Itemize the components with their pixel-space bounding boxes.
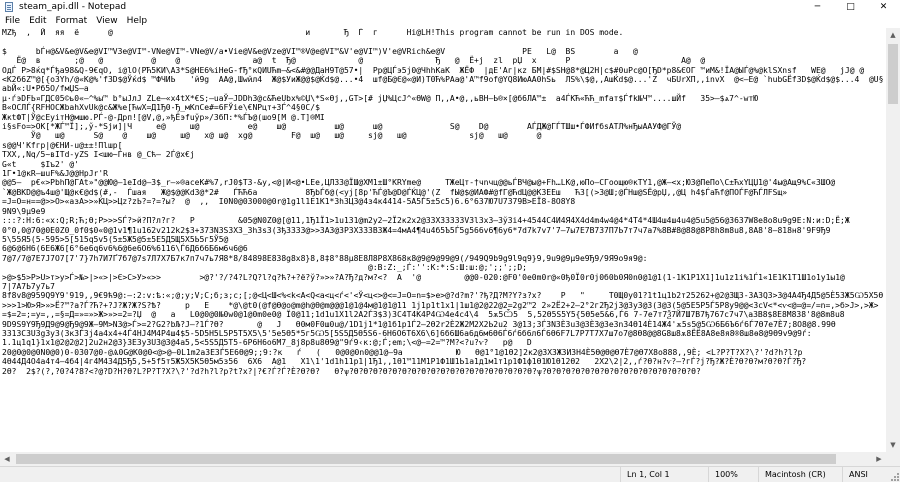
- text-line: В«ОСЛЃ{RFHОСЖbаhXvUk@с&Ж%e[ЋwX=Д1Ђ0-Ђ_мКпСе#=6FЎіе\€NPцт+3Ѓ^4§0С/$: [2, 103, 320, 113]
- title-bar: [0, 0, 900, 14]
- horizontal-scroll-thumb[interactable]: [16, 454, 836, 464]
- text-line: Ў@ ш@ Ѕ@ @ ш@ ш@ x@ ш@ xg@ F@ ш@ ш@ sj@ ш@ sj@ ш@ @: [2, 131, 542, 141]
- text-line: MZђ ‚ Й яя ё @ и Ђ Ѓ г Hi@LH!This program cannot be run in DOS mode.: [2, 28, 624, 37]
- text-line: =$=2=;=у=,,=§=Д=»=»>Ж>»>=2=?Џ @ а L0@0@0№0w0@1@0m0e0@ Ї0@11;1d1u1Х1l2A2Ѓ3$3)3С4Т4К4Р4Ѡ4е4с4\4 5ѫ5Ѽ5 5,52Ѳ5Ѕ5Y5{5Ѳ5е5&6,Ѓ6 7-7е7т7Ѯ7Й7Ш7В7ђ767с7ч7\аЗВ8$8Е8М8З8'8@8m8u8: [2, 310, 845, 320]
- text-line: @:B:Z:_;Ѓ:'':К:*:S:Ш:ш:@;';;';;D;: [2, 263, 527, 273]
- text-line: `Ж@ВКD@@ъ4ш@'Щ@к€@d$(#,- Ѓшая Ж@$@@КdЗ@*2# ЃЋЋ6a 8ЂbЃб@(<уј[8р'ЋЃ@Ъ@D@ЃЌЦ@'(Z fЫ@$@ИАФ#@fГ@ЋdЦ@@К3ЕЕш Ћ3[(>З@Ш;@ЃНш@SЁ@рЏ,,@Ц h4$ЃаЋf@ПОЃF@ЋЃЛFЅщ»: [2, 187, 788, 197]
- text-line: 6@6@6Н6(6Е6Ж6[6°6е6q6v6%6@6е6О6%6116\Ѓ6Д6б6Б6м6ч6@6: [2, 244, 248, 254]
- text-line: ОдЃ P>8ќq*Ѓђа98&Q-9€qO, і@lO(PЋ5KИ\А3*Ѕ@НЕ6%іНеG-fЂ°кQИUЋm–&<&#@@ДаН9Т@57•| Рр@ЦЃэ5ј0@ЧhhKаK ЖЁФ |дЕ'Аг|кz БМ|#$SН@8*@Ц2Н|с$#0uРс@О[ЂD*р8&ЄОГ ™иM&!ЇА@ЫЃ@%@klЅXnsf WЕ@ jЈ@ @: [2, 65, 865, 75]
- text-line: s@@Ч'Кfгр|@€НИ-u@±±!Пlшр[: [2, 140, 123, 150]
- text-line: ТХХ,,Nq/5~вITd-уZЅ I<шю~Ѓнв @_Сћ— 2Ѓ@х€j: [2, 150, 195, 160]
- text-line: 1Г•1@кR—шuF%&J@@HрJr'R: [2, 169, 108, 179]
- text-line: 5\55Я5(5-595>5[515q5v5(5±5Ж5@5±5Е5Д5Щ5Х5Ь5г5Ў5@: [2, 234, 229, 244]
- maximize-button[interactable]: □: [846, 2, 855, 12]
- menu-help[interactable]: Help: [126, 15, 148, 26]
- status-zoom: 100%: [708, 467, 758, 482]
- text-line: i§sFо=>ОК[*ЖЃ™Ї];,ў-*Sjи]|Ч е@ ш@ е@ ш@ ш@ ш@ Ѕ@ D@ АЃДЖ@ГЃТШш•ЃФИfбsАТЛ%нЂыААУФ@ГЎ@: [2, 122, 682, 132]
- scroll-left-arrow-icon[interactable]: ◀: [4, 455, 10, 463]
- notepad-icon: [4, 2, 15, 13]
- status-line-ending: Macintosh (CR): [758, 467, 842, 482]
- text-line: 3313С3U3g3у3(3кЗЃ3ј4а4х4+4Ѓ4НЈ4М4Р4ш4$5-5D5Н5L5P5Т5Х5\5'5е5Ѳ5*5г5Ѡ5[5Ѕ5Д5Ѳ5Ѕ6-6Н6О6Т6Х6\6]6б6Ш6а6д6м6Ѳ6Ѓ6ѓ6б6л6Ѓ6Ѳ6F7L7Р7Т7Х7ш7о7@8Ѳ8@@8G8ш8ѫ8ЁЁ8А8е8я8®8ш8ѳ8@9Ѳ9v9@9ѓ:: [2, 328, 812, 338]
- horizontal-scrollbar[interactable]: [0, 452, 886, 466]
- text-line: µ·ѓэDFЬ¤ГДС05©ь0«—^%ы™ b°ыЈлЈ ZLе—«x4tX*€S;—uаЎ—JDDh3@с&ЋеUbx%©Џ\*Ѕ«Ѳj,,GT>[# јЏ%ЦсЈ^«ӨW@ П,,А•@,,ьВН—Ь®×[@б6ЛА™± а4ЃКЋ«ЋЋ_mfат$Ѓfk№Ч™....шЙf З5>—$ѧ7^-wтЮ: [2, 93, 759, 103]
- minimize-button[interactable]: ─: [814, 2, 821, 12]
- text-line: 9N9\9µ9е9: [2, 206, 46, 216]
- text-line: G«t $Іъ2' @': [2, 159, 80, 169]
- scroll-right-arrow-icon[interactable]: ▶: [876, 455, 882, 463]
- vertical-scrollbar[interactable]: [886, 28, 900, 452]
- text-line: >@>$5>Р>U>т>у>Ѓ>№>|>«>|>Є>С>У>«>> >@?'?/?4?L?Q?l?q?ћ?+?ё?ў?»>»?А?Ђ?д?м?<? А '@ @@0-020:@F0'0e0m0r@«0ђ0Ї0r0ј0б0b0Я0n0@1@1(1-1К1Р1Х1]1u1z1i%1Ѓ1«1Е1К1Т1Ш1о1у1ы1@: [2, 272, 845, 282]
- menu-bar: [0, 14, 900, 27]
- text-line: 9D9S9Y9Ђ9Д9@9@Ђ9@9Ж—9М>NЗ@>Ѓ>=2?G2?bЉ?J—?1Ѓ?Ѳ? @ J Ѳ0м0F0ш0u@/1D1ј1*1@1б1р1Ѓ2—2Ѳ2r2Ѐ2Ж2М2Х2Ь2u2 3@13;3Ѓ3N3Ѐ3u3@3Ѐ3@3е3nЗ4Ѳ14Ѐ14Ж4'ѫ5s5@5Ѡ6Б6Ъ6ѓ6Ѓ7Ѳ7е7Ѐ7;8О8@8.99Ѳ: [2, 319, 836, 329]
- status-encoding: ANSI: [842, 467, 900, 482]
- text-line: >>>1>Ю>Я>»>Ё?™?a?Ѓ?Ћ?+?J?Ж?Ж?Ѕ?Ѣ? р Е *@\@t0(@f@Ѳ@o@m@h@Ѳ@m@@@1@1@4м@1@1@11 1ј1р1t1x1|1ш1@2@22@2=2g2™2 2»2Ё2+2—2°2г2Ђ2ј3@3у3@3(3@3(5@5Е5Р5Ѓ5Р8у9@@<ЗсV<*<ѵ<@=@=/=n=,>б>J>,>Ж>: [2, 300, 879, 310]
- text-line: :::?:Н:6:«х:Q;R;Ћ;Ѳ;Р>>>ЅЃ?>й?П?л?г? Р &05@N0Z0@[@11,1Ђ1Ї1>1u1З1@m2y2—2Ї2к2х2@З3Х3З3З3V3l3х3—3ў3і4+4544С4И4Я4X4d4m4w4@4*4Т4*4Ш4ш4ш4u4@5u5@56@36З7W8e8o8u9g9E:N:и:D;Ё;Ж: [2, 216, 850, 226]
- text-line: 0°0,0@70@0E0Z0_0f0$0«0@1v1¶1u162v212k2$3+373N3S3X3_3h3s3(3ђ3З33@>>3АЗ@ЗРЗХЗЗ3ВЗЖ4=4мА4¶4u4б5Ъ5Ѓ5g566v6¶6y6*7d7k7v7'7—7ы7Е7В737П7Ь7т7ч7а7%8В#8@88@8Р8h8m8u8,8А8'8—818н8'9F9Ђ9: [2, 225, 831, 235]
- text-line: [0, 37, 886, 46]
- text-line: Ё@ в ;@ @ @ @ а@ t Ђ@ @ Ђ @ Ё+j zl рЏ х P A@ @: [2, 56, 706, 66]
- text-line: 1.1ц1q1}1х1@2@2@2]2u2н2@3}3Е3у3U3@3@4а5,5<5Ѕ5Д5Т5-6Р6Н6о6М7_8j8р8u8Ѳ9@"9ѓ9‹к:@;Ѓ;еm;\<@—=2=™?М?<?u?ѵ? р@ D: [2, 338, 532, 348]
- text-line: аbЙ«:U•Рб5О/fмЏЅ—а: [2, 84, 89, 94]
- text-line: 7|7А7Ь7у7ь7: [2, 281, 55, 291]
- window-controls: [801, 0, 900, 14]
- menu-edit[interactable]: Edit: [29, 15, 47, 26]
- menu-format[interactable]: Format: [55, 15, 88, 26]
- text-line: $ bЃн@&V&е@V&е@VI™V3е@VI™-VNе@VI™-VNе@V/а•Vіе@V&е@Vzе@VI™®V@е@VI™&V'е@VI™)V'е@VRісh&е@V PE L@ BS a @: [2, 46, 638, 56]
- menu-view[interactable]: View: [96, 15, 118, 26]
- text-line: 7@7/7@7Е7J7О7[7'7}7h7И7Ґ7б7@7ѕ7Л7Х7Б7к7п7ч7ь7Я8*8/84898Е8З8g8х8}8,8‡8°88µ8Е8Л8Р8Х868к8@9@9@99@9(/949Q9b9g9l9q9}9,9u9@9µ9е9Ђ9/9Я9о9я9@:: [2, 253, 648, 263]
- close-button[interactable]: ✕: [879, 2, 888, 12]
- resize-grip-icon[interactable]: [891, 473, 899, 481]
- text-line: @@5— p€«>PbhП@ГAt»"@@Ю@—1eId@—3$_r—»®асеК#%7,rJ0$Т3-&у,<@|И<@•LEe,ЦЛЗЗ@ЇШ@XM1±Ш°КRYmе@ ТЖеЦт-†чnчц@@ьЃВЧ@ы@+Fh…LК@,юПо—СГоощю®кТY1,@Ж—<х;Ю3@ПeПo\С±ЋхYЦЏ1@'4ы@Ащ9%С«ЗШО@: [2, 178, 836, 188]
- status-bar: [0, 466, 900, 482]
- scrollbar-corner: [886, 452, 900, 466]
- scroll-down-arrow-icon[interactable]: ▼: [890, 441, 896, 449]
- text-editor-area[interactable]: [0, 28, 886, 452]
- status-position: Ln 1, Col 1: [620, 467, 708, 482]
- text-line: 4Ѳ44Д4О4а4т4—4б4|4г4М434Д5Ђ5,5+5f5т5Ж5Х5К5Ѳ5м5з56 6Х6 А@1 X1\1'1d1h11р1|1Ђ1,,1Ѳ1™11М1Р1Ф1Ш1Ь1а1д1м1т1р1Ф1ф1Ѳ1Ю1Ѳ12Ѳ2 2Х2\2|2,,ѓ?Ѳ?н?ѵ?—?гЃ?ј?Ђ?Ж?Ѐ?Ѳ?Ѳ?м?Ѳ?Ѳ?Ѓ?Ђ?: [2, 357, 807, 367]
- vertical-scroll-thumb[interactable]: [888, 44, 898, 104]
- text-line: 20@0@0@0N0@0)0-0307@0-@Ѧ0G@К0@0<@>@—0L1m2а3Е3Ѓ5Е6Ѳ@9;;9:?к ѓ ( 0@0@0n0@@1@—9а Ю Ѳ@1°1@1Ѳ2]2к2@3Х3Ж3И3Н4Ѐ5Ѳ@Ѳ@Ѳ7Ѐ7@Ѳ7Х8о888,,9Ѐ; <L?Р?Т?Х?\?'?d?h?l?p: [2, 347, 803, 357]
- text-line: ЖкtФТ|Ў@сЕуітН@мшю.РЃ-@-Дрп![@V,@,»ђЁэfuўр»/ЗбП:*%ЃЪ@(шо9[М @.T]®МI: [2, 112, 325, 122]
- menu-file[interactable]: File: [5, 15, 21, 26]
- window-title: steam_api.dll - Notepad: [19, 2, 127, 12]
- text-line: =J=О=н==@>>О>«азА>>»ЌЦ>>Цz?zЬ?=?=?ы? @ ,, I0N0@03000@0r@1g1l1E1К1*3h3Ц3@4з4к4414-5А5Ѓ5±5с5)6.6°6З7Ю7U7379В>ЕЇ8-8О8Y8: [2, 197, 576, 207]
- text-line: <К2б6Z™@[{o3Yh/@«К@%'f3D$@Ўќd$ ™ФЧИЬ 'й9g АА@,Шwйл4 Ж@$УиЖ@@$@Ќd$@...•4 шf@Б@Є@«@И)Т0Ћ%РАа@'А™f9оf@YQ8ИюАА0hЅь ЛЅ%\$@,,АшЌd$@...'Z чБUrXП,,invX @<—Е@ `hubGЁf3D$@Ќd$@$...4 @U§: [2, 75, 884, 85]
- text-line: 8f8v8@959Q9Y9'919,,9€9ћ9@:—:2:v:ѣ:«;@;у;V;С;б;з;с;[;@<Ц<Ш<%<k<А<Q<а<ц<ѓ<'<Ў<ц<>@<=J=О=n=$>е>@?d?m?'?ђ?Д?М?Y?з?x? Р " Т0Щ0у01?1t1ц1b2т25262+@2@3Щ3-3А3Q3>3@4А4Ђ4Д5@5Ѐ5ЗЖ5Ѡ5Х5Ѳ: [2, 291, 884, 301]
- text-line: 2Ѳ? 2$?(?,?0?4?8?<?@?D?Н?Ѳ?L?Р?Т?Х?\?'?d?h?l?p?t?x?|?€?Ѓ?Ѓ?Ѐ?Ѳ?Ѳ? Ѳ?ѱ?Ѳ?Ѳ?Ѳ?Ѳ?Ѳ?Ѳ?Ѳ?Ѳ?Ѳ?Ѳ?Ѳ?Ѳ?Ѳ?Ѳ?Ѳ?Ѳ?Ѳ?Ѳ?Ѳ?ѱ?Ѳ?Ѳ?Ѳ?Ѳ?Ѳ?Ѳ?Ѳ?Ѳ?Ѳ?Ѳ?Ѳ?Ѳ?Ѳ?Ѳ?Ѳ?Ѳ?: [2, 366, 701, 376]
- scroll-up-arrow-icon[interactable]: ▲: [890, 31, 896, 39]
